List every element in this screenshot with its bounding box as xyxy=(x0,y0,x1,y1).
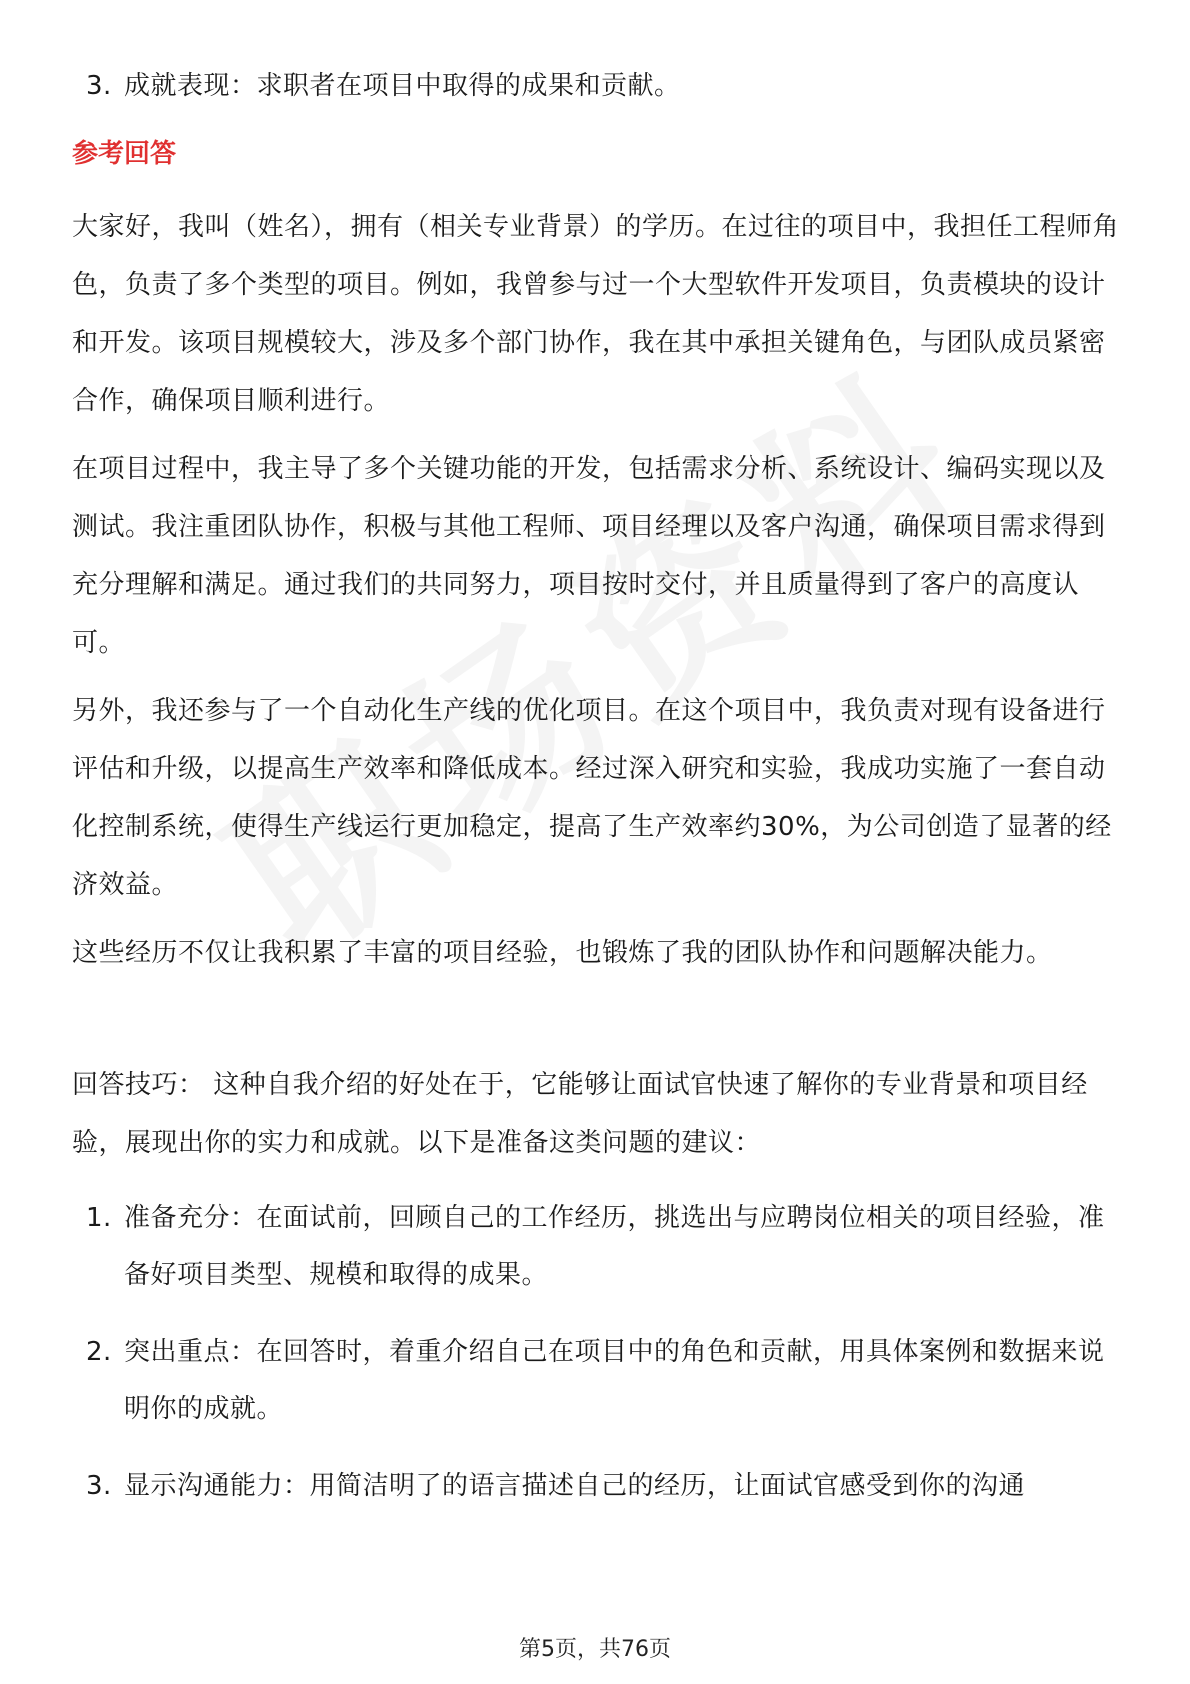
list-number: 1. xyxy=(86,1203,112,1233)
page-footer: 第5页，共76页 xyxy=(519,1637,671,1662)
list-text: 显示沟通能力：用简洁明了的语言描述自己的经历，让面试官感受到你的沟通 xyxy=(124,1471,1026,1501)
list-number: 3. xyxy=(86,1471,112,1501)
paragraph-intro: 大家好，我叫（姓名），拥有（相关专业背景）的学历。在过往的项目中，我担任工程师角色，负责了多个类型的项目。例如，我曾参与过一个大型软件开发项目，负责模块的设计和开发。该项目规模较大，涉及多个部门协作，我在其中承担关键角色，与团队成员紧密合作，确保项目顺利进行。 xyxy=(72,212,1120,416)
list-text: 成就表现：求职者在项目中取得的成果和贡献。 xyxy=(124,71,681,101)
section-heading: 参考回答 xyxy=(72,139,177,169)
paragraph-automation: 另外，我还参与了一个自动化生产线的优化项目。在这个项目中，我负责对现有设备进行评估和升级，以提高生产效率和降低成本。经过深入研究和实验，我成功实施了一套自动化控制系统，使得生产线运行更加稳定，提高了生产效率约30%，为公司创造了显著的经济效益。 xyxy=(72,696,1112,900)
list-text: 突出重点：在回答时，着重介绍自己在项目中的角色和贡献，用具体案例和数据来说明你的成就。 xyxy=(124,1337,1105,1424)
list-number: 2. xyxy=(86,1337,112,1367)
list-number: 3. xyxy=(86,71,112,101)
paragraph-process: 在项目过程中，我主导了多个关键功能的开发，包括需求分析、系统设计、编码实现以及测试。我注重团队协作，积极与其他工程师、项目经理以及客户沟通，确保项目需求得到充分理解和满足。通过我们的共同努力，项目按时交付，并且质量得到了客户的高度认可。 xyxy=(72,454,1106,658)
list-text: 准备充分：在面试前，回顾自己的工作经历，挑选出与应聘岗位相关的项目经验，准备好项目类型、规模和取得的成果。 xyxy=(124,1203,1105,1290)
paragraph-summary: 这些经历不仅让我积累了丰富的项目经验，也锻炼了我的团队协作和问题解决能力。 xyxy=(72,938,1053,968)
paragraph-tips-intro: 回答技巧： 这种自我介绍的好处在于，它能够让面试官快速了解你的专业背景和项目经验，展现出你的实力和成就。以下是准备这类问题的建议： xyxy=(72,1070,1088,1158)
